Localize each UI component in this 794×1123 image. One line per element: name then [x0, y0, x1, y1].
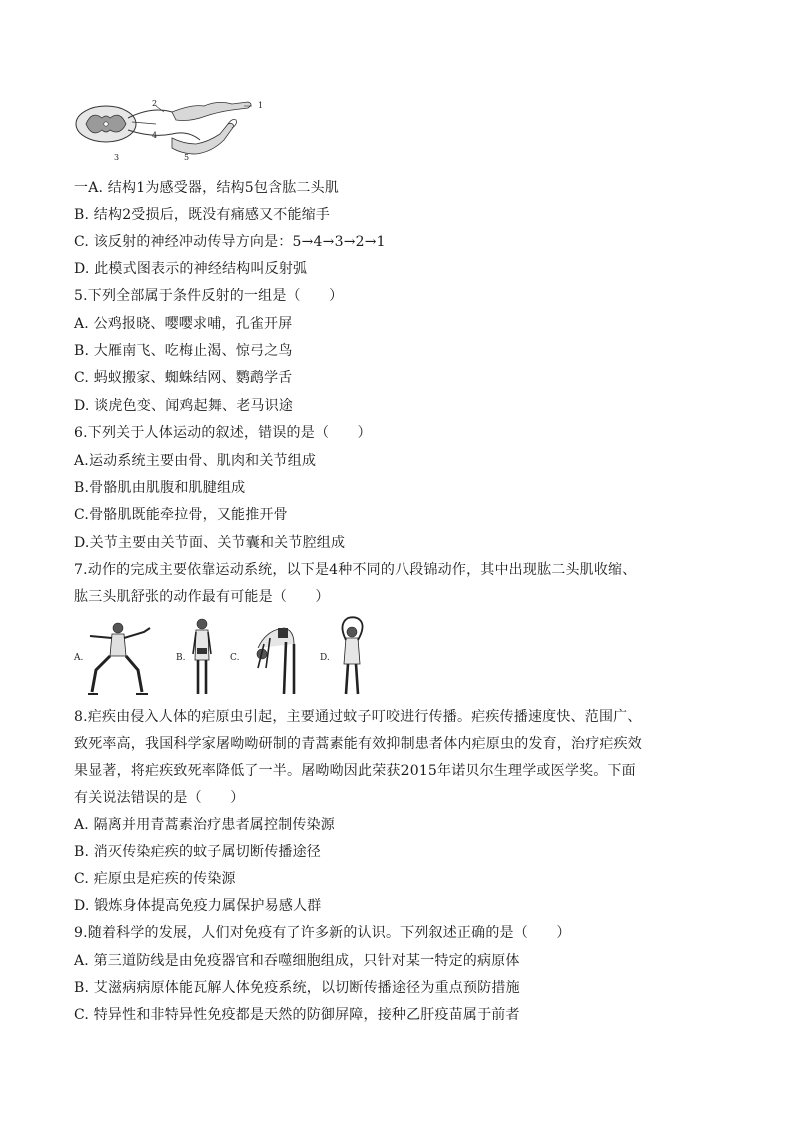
q9-option-b: B. 艾滋病病原体能瓦解人体免疫系统，以切断传播途径为重点预防措施: [74, 980, 520, 996]
q7-stem-line1: 7.动作的完成主要依靠运动系统，以下是4种不同的八段锦动作，其中出现肱二头肌收缩、: [74, 562, 637, 578]
q5-option-d: D. 谈虎色变、闻鸡起舞、老马识途: [74, 398, 294, 414]
q4-option-c: C. 该反射的神经冲动传导方向是：5→4→3→2→1: [74, 234, 386, 250]
label-4: 4: [152, 131, 158, 140]
brocade-poses-figure: [72, 614, 372, 698]
pose-d-label: D.: [320, 653, 330, 663]
pose-d: [320, 617, 363, 694]
q4-option-d: D. 此模式图表示的神经结构叫反射弧: [74, 261, 308, 277]
pose-b: [176, 619, 211, 694]
q5-option-b: B. 大雁南飞、吃梅止渴、惊弓之鸟: [74, 343, 293, 359]
pose-c-label: C.: [230, 653, 240, 663]
q5-stem: 5.下列全部属于条件反射的一组是（ ）: [74, 288, 344, 304]
q8-option-b: B. 消灭传染疟疾的蚊子属切断传播途径: [74, 844, 321, 860]
pose-a-label: A.: [74, 653, 84, 663]
q6-option-b: B.骨骼肌由肌腹和肌腱组成: [74, 480, 246, 496]
label-5: 5: [184, 153, 190, 162]
arm-upper: [172, 102, 251, 121]
q6-option-c: C.骨骼肌既能牵拉骨，又能推开骨: [74, 507, 288, 523]
q9-option-c: C. 特异性和非特异性免疫都是天然的防御屏障，接种乙肝疫苗属于前者: [74, 1007, 520, 1023]
q5-option-c: C. 蚂蚁搬家、蜘蛛结网、鹦鹉学舌: [74, 370, 293, 386]
q9-stem: 9.随着科学的发展，人们对免疫有了许多新的认识。下列叙述正确的是（ ）: [74, 925, 571, 941]
q6-option-a: A.运动系统主要由骨、肌肉和关节组成: [74, 453, 317, 469]
q6-stem: 6.下列关于人体运动的叙述，错误的是（ ）: [74, 425, 372, 441]
q7-stem-line2: 肱三头肌舒张的动作最有可能是（ ）: [74, 589, 330, 605]
pose-b-label: B.: [176, 653, 186, 663]
q8-stem-line3: 果显著，将疟疾致死率降低了一半。屠呦呦因此荣获2015年诺贝尔生理学或医学奖。下面: [74, 763, 636, 779]
q8-stem-line4: 有关说法错误的是（ ）: [74, 790, 245, 806]
q4-option-b: B. 结构2受损后，既没有痛感又不能缩手: [74, 207, 331, 223]
spinal-cord-section: [76, 106, 136, 142]
pose-c: [230, 628, 294, 694]
q8-option-a: A. 隔离并用青蒿素治疗患者属控制传染源: [74, 817, 336, 833]
q8-stem-line1: 8.疟疾由侵入人体的疟原虫引起，主要通过蚊子叮咬进行传播。疟疾传播速度快、范围广、: [74, 709, 642, 725]
label-1: 1: [258, 101, 264, 110]
label-3: 3: [114, 153, 120, 162]
q8-stem-line2: 致死率高，我国科学家屠呦呦研制的青蒿素能有效抑制患者体内疟原虫的发育，治疗疟疾效: [74, 736, 642, 752]
pose-a: [73, 623, 150, 694]
label-2: 2: [152, 99, 158, 108]
q5-option-a: A. 公鸡报晓、嘤嘤求哺，孔雀开屏: [74, 316, 293, 332]
q9-option-a: A. 第三道防线是由免疫器官和吞噬细胞组成，只针对某一特定的病原体: [74, 953, 520, 969]
reflex-arc-figure: [72, 94, 268, 164]
q8-option-c: C. 疟原虫是疟疾的传染源: [74, 871, 236, 887]
q8-option-d: D. 锻炼身体提高免疫力属保护易感人群: [74, 898, 322, 914]
q6-option-d: D.关节主要由关节面、关节囊和关节腔组成: [74, 535, 346, 551]
arm-lower: [172, 120, 237, 155]
q4-option-a: 一A. 结构1为感受器，结构5包含肱二头肌: [74, 180, 340, 196]
